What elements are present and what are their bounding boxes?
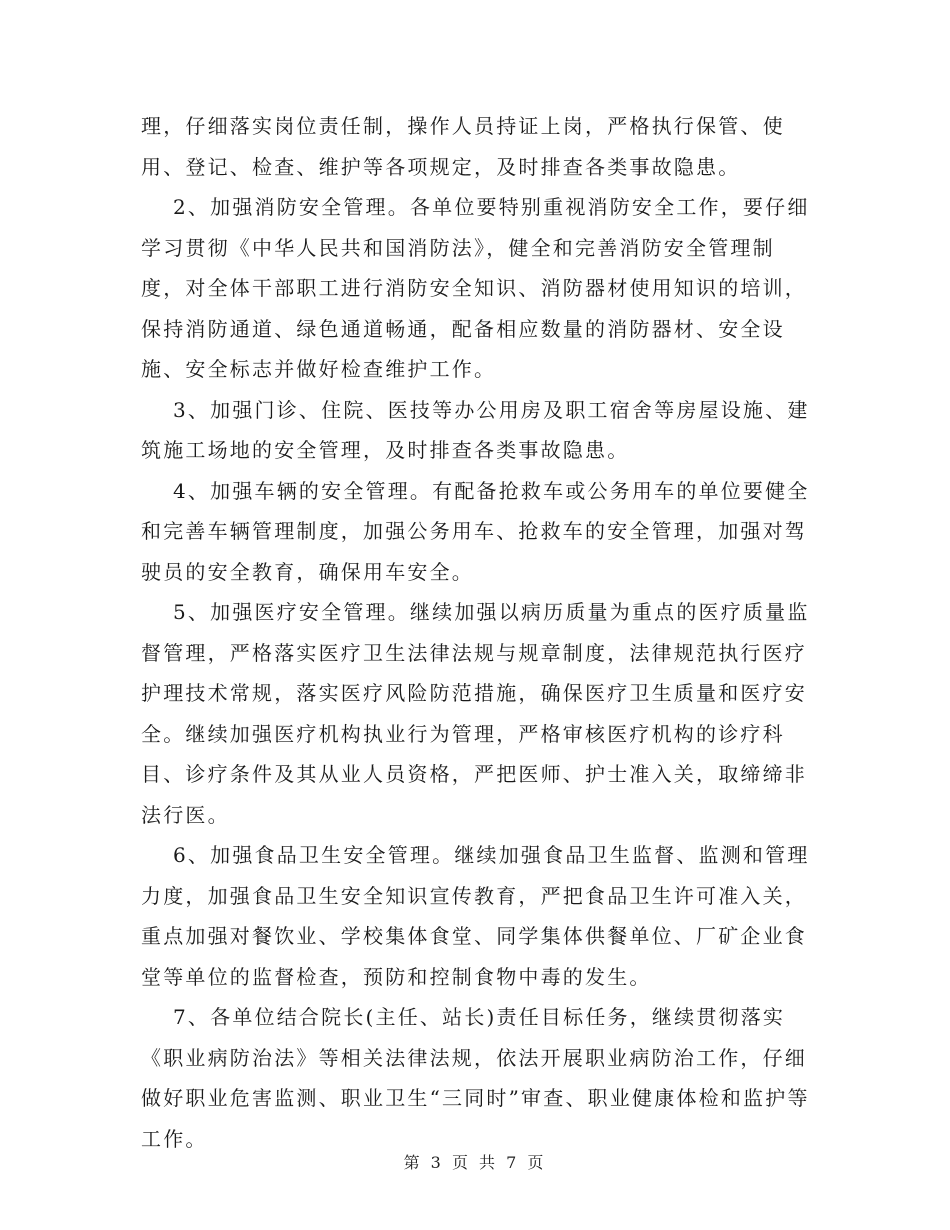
- paragraph-medical-safety: 5、加强医疗安全管理。继续加强以病历质量为重点的医疗质量监督管理，严格落实医疗卫生法律法规与规章制度，法律规范执行医疗护理技术常规，落实医疗风险防范措施，确保医疗卫生质量和医疗安全。继续加强医疗机构执业行为管理，严格审核医疗机构的诊疗科目、诊疗条件及其从业人员资格，严把医师、护士准入关，取缔缔非法行医。: [141, 600, 810, 827]
- paragraph-fire-safety: 2、加强消防安全管理。各单位要特别重视消防安全工作，要仔细学习贯彻《中华人民共和国消防法》，健全和完善消防安全管理制度，对全体干部职工进行消防安全知识、消防器材使用知识的培训，保持消防通道、绿色通道畅通，配备相应数量的消防器材、安全设施、安全标志并做好检查维护工作。: [141, 195, 810, 381]
- paragraph-vehicle-safety: 4、加强车辆的安全管理。有配备抢救车或公务用车的单位要健全和完善车辆管理制度，加强公务用车、抢救车的安全管理，加强对驾驶员的安全教育，确保用车安全。: [141, 478, 810, 584]
- paragraph-food-safety: 6、加强食品卫生安全管理。继续加强食品卫生监督、监测和管理力度，加强食品卫生安全知识宣传教育，严把食品卫生许可准入关，重点加强对餐饮业、学校集体食堂、同学集体供餐单位、厂矿企业食堂等单位的监督检查，预防和控制食物中毒的发生。: [141, 843, 810, 989]
- document-body: [141, 106, 811, 1159]
- paragraph-continuation: 理，仔细落实岗位责任制，操作人员持证上岗，严格执行保管、使用、登记、检查、维护等各项规定，及时排查各类事故隐患。: [141, 114, 785, 179]
- page-number-footer: 第 3 页 共 7 页: [403, 1153, 547, 1172]
- paragraph-building-safety: 3、加强门诊、住院、医技等办公用房及职工宿舍等房屋设施、建筑施工场地的安全管理，及时排查各类事故隐患。: [141, 397, 810, 462]
- paragraph-occupational-health: 7、各单位结合院长(主任、站长)责任目标任务，继续贯彻落实《职业病防治法》等相关法律法规，依法开展职业病防治工作，仔细做好职业危害监测、职业卫生“三同时”审查、职业健康体检和监护等工作。: [141, 1005, 810, 1151]
